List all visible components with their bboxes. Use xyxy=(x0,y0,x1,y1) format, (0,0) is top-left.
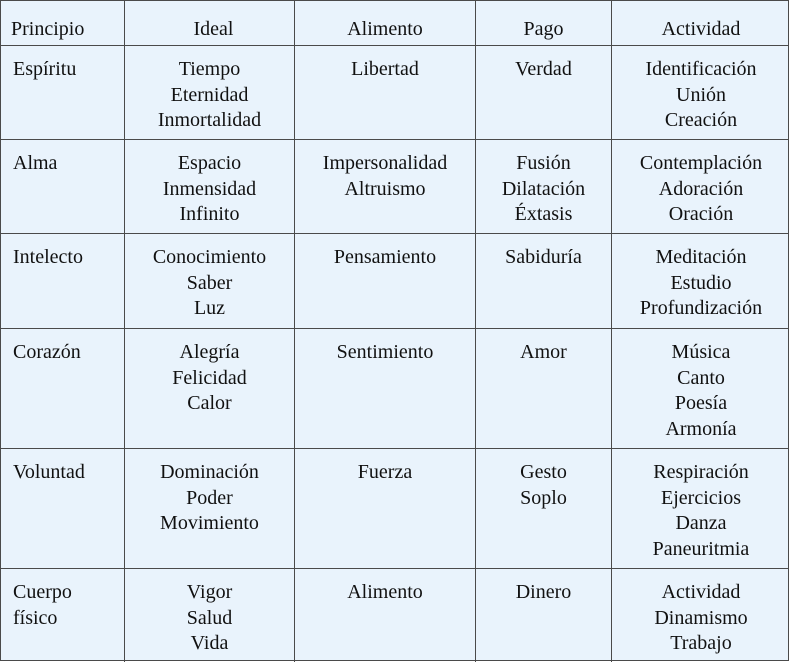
table-cell-principio xyxy=(1,234,125,329)
cell-text-line: Paneuritmia xyxy=(652,537,750,560)
table-cell-ideal xyxy=(125,234,295,329)
header-label: Alimento xyxy=(347,18,423,40)
table-cell-principio xyxy=(1,569,125,662)
cell-text-line: Cuerpo xyxy=(13,581,72,603)
cell-text-line: Contemplación xyxy=(639,152,763,174)
header-cell-actividad xyxy=(612,1,789,46)
cell-text-line: Ejercicios xyxy=(661,486,741,509)
cell-text-line: Estudio xyxy=(670,271,732,294)
table-cell-actividad xyxy=(612,234,789,329)
cell-text-line: Soplo xyxy=(520,486,567,509)
cell-text-line: Dinamismo xyxy=(654,606,748,629)
table-cell-actividad xyxy=(612,46,789,140)
cell-text-line: Danza xyxy=(675,512,727,534)
cell-text-line: Espíritu xyxy=(13,58,77,80)
cell-text-line: Movimiento xyxy=(160,512,259,534)
cell-text-line: Poder xyxy=(186,486,233,509)
table-cell-principio xyxy=(1,46,125,140)
cell-text-line: Vigor xyxy=(186,581,233,603)
cell-text-line: Adoración xyxy=(658,177,744,200)
cell-text-line: Unión xyxy=(676,83,726,106)
cell-text-line: Intelecto xyxy=(13,246,83,268)
header-cell-alimento xyxy=(295,1,476,46)
cell-text-line: Identificación xyxy=(645,58,757,80)
cell-text-line: Alegría xyxy=(179,341,240,363)
table-cell-alimento xyxy=(295,46,476,140)
cell-text-line: Trabajo xyxy=(670,632,732,654)
header-label: Pago xyxy=(523,18,564,40)
cell-text-line: Sentimiento xyxy=(336,341,434,363)
cell-text-line: Felicidad xyxy=(172,366,247,389)
cell-text-line: Eternidad xyxy=(170,83,249,106)
cell-text-line: Luz xyxy=(193,297,226,319)
cell-text-line: Éxtasis xyxy=(514,203,573,225)
cell-text-line: Voluntad xyxy=(13,461,85,483)
table-cell-alimento xyxy=(295,329,476,449)
table-cell-ideal xyxy=(125,46,295,140)
table-cell-pago xyxy=(476,449,612,569)
cell-text-line: Oración xyxy=(668,203,734,225)
cell-text-line: Canto xyxy=(677,366,725,389)
cell-text-line: Libertad xyxy=(351,58,419,80)
cell-text-line: Música xyxy=(671,341,731,363)
cell-text-line: Respiración xyxy=(653,461,749,483)
cell-text-line: Pensamiento xyxy=(333,246,437,268)
table-cell-actividad xyxy=(612,140,789,234)
table-cell-actividad xyxy=(612,569,789,662)
cell-text-line: Altruismo xyxy=(344,177,426,200)
cell-text-line: Gesto xyxy=(520,461,567,483)
cell-text-line: Amor xyxy=(520,341,567,363)
cell-text-line: Profundización xyxy=(639,297,763,319)
header-cell-pago xyxy=(476,1,612,46)
cell-text-line: Impersonalidad xyxy=(322,152,448,174)
cell-text-line: Dilatación xyxy=(501,177,586,200)
cell-text-line: físico xyxy=(13,606,58,629)
header-label: Actividad xyxy=(661,18,741,40)
table-cell-pago xyxy=(476,234,612,329)
table-cell-alimento xyxy=(295,234,476,329)
table-cell-ideal xyxy=(125,329,295,449)
cell-text-line: Tiempo xyxy=(178,58,241,80)
table-cell-pago xyxy=(476,46,612,140)
header-label: Ideal xyxy=(193,18,234,40)
cell-text-line: Saber xyxy=(186,271,233,294)
cell-text-line: Actividad xyxy=(661,581,741,603)
table-cell-pago xyxy=(476,140,612,234)
table-cell-principio xyxy=(1,140,125,234)
cell-text-line: Verdad xyxy=(515,58,572,80)
cell-text-line: Fusión xyxy=(516,152,571,174)
table-cell-ideal xyxy=(125,140,295,234)
table-cell-ideal xyxy=(125,569,295,662)
cell-text-line: Corazón xyxy=(13,341,81,363)
cell-text-line: Infinito xyxy=(179,203,240,225)
header-cell-principio xyxy=(1,1,125,46)
header-label: Principio xyxy=(11,18,85,40)
cell-text-line: Fuerza xyxy=(357,461,413,483)
cell-text-line: Espacio xyxy=(177,152,242,174)
cell-text-line: Inmensidad xyxy=(162,177,257,200)
table-cell-alimento xyxy=(295,449,476,569)
table-cell-ideal xyxy=(125,449,295,569)
cell-text-line: Dominación xyxy=(160,461,259,483)
cell-text-line: Armonía xyxy=(665,417,737,440)
cell-text-line: Sabiduría xyxy=(505,246,582,268)
table-cell-alimento xyxy=(295,140,476,234)
cell-text-line: Salud xyxy=(186,606,233,629)
table-cell-actividad xyxy=(612,449,789,569)
cell-text-line: Creación xyxy=(664,109,738,131)
table-cell-principio xyxy=(1,449,125,569)
cell-text-line: Alimento xyxy=(347,581,423,603)
cell-text-line: Dinero xyxy=(515,581,572,603)
cell-text-line: Vida xyxy=(190,632,229,654)
table-cell-pago xyxy=(476,329,612,449)
cell-text-line: Poesía xyxy=(674,392,728,414)
table-cell-pago xyxy=(476,569,612,662)
cell-text-line: Conocimiento xyxy=(152,246,267,268)
table-cell-principio xyxy=(1,329,125,449)
cell-text-line: Calor xyxy=(187,392,232,414)
cell-text-line: Inmortalidad xyxy=(157,109,262,131)
cell-text-line: Alma xyxy=(13,152,58,174)
table-cell-alimento xyxy=(295,569,476,662)
table-cell-actividad xyxy=(612,329,789,449)
header-cell-ideal xyxy=(125,1,295,46)
cell-text-line: Meditación xyxy=(655,246,747,268)
